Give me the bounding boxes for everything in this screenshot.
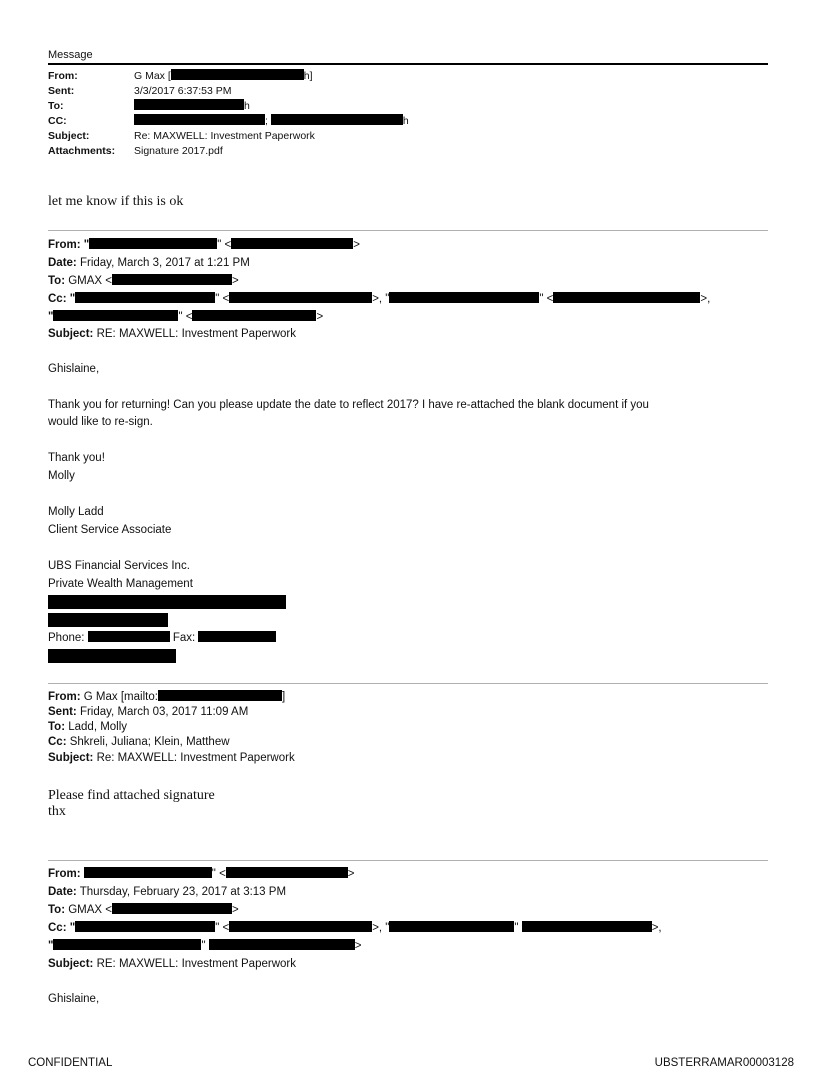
- email2-body-line2: would like to re-sign.: [48, 416, 153, 428]
- field-text: ": [83, 239, 90, 251]
- signature-company: UBS Financial Services Inc.: [48, 560, 190, 572]
- message-title: Message: [48, 49, 93, 61]
- email2-name: Molly: [48, 470, 75, 482]
- redaction: [231, 238, 353, 249]
- field-text: h: [402, 115, 409, 127]
- header-attachments: [48, 144, 223, 159]
- redaction: [198, 631, 276, 642]
- email2-to: [48, 274, 239, 289]
- field-text: G Max [: [134, 70, 171, 82]
- field-text: >: [232, 904, 239, 916]
- redaction: [84, 867, 212, 878]
- email3-cc: [48, 735, 230, 750]
- redaction: [75, 292, 215, 303]
- redaction: [75, 921, 215, 932]
- email4-from: [48, 867, 355, 882]
- redaction: [89, 238, 217, 249]
- email3-body-line2: thx: [48, 804, 66, 819]
- field-text: >, ": [372, 922, 390, 934]
- email4-subject: [48, 957, 296, 972]
- field-text: Subject:: [48, 328, 94, 340]
- redaction: [209, 939, 355, 950]
- header-subject: [48, 129, 315, 144]
- attachment-link[interactable]: Signature 2017.pdf: [134, 145, 223, 157]
- email3-from: [48, 690, 285, 705]
- subject-label: Subject:: [48, 130, 90, 142]
- signature-phone: [48, 631, 276, 646]
- header-sent: [48, 84, 232, 99]
- field-text: Date:: [48, 257, 77, 269]
- redaction: [48, 595, 286, 609]
- field-text: " <: [215, 293, 230, 305]
- field-text: ": [48, 311, 54, 323]
- email4-cc: [48, 921, 662, 936]
- redaction: [522, 921, 652, 932]
- field-text: >: [232, 275, 239, 287]
- email2-body-line1: Thank you for returning! Can you please update the date to reflect 2017? I have re-attached the blank document if you: [48, 399, 649, 411]
- field-text: >,: [700, 293, 711, 305]
- signature-address-1: [48, 595, 286, 613]
- field-text: Date:: [48, 886, 77, 898]
- email2-cc-cont: [48, 310, 323, 325]
- signature-division: Private Wealth Management: [48, 578, 193, 590]
- field-text: RE: MAXWELL: Investment Paperwork: [96, 958, 296, 970]
- email4-cc-cont: [48, 939, 361, 954]
- redaction: [226, 867, 348, 878]
- field-text: From:: [48, 868, 81, 880]
- field-text: Sent:: [48, 706, 77, 718]
- field-text: To:: [48, 904, 66, 916]
- field-text: Subject:: [48, 958, 94, 970]
- header-to: [48, 99, 250, 114]
- field-text: To:: [48, 721, 66, 733]
- field-text: >, ": [372, 293, 390, 305]
- attachments-label: Attachments:: [48, 145, 116, 157]
- field-text: >: [354, 940, 362, 952]
- field-text: " <: [211, 868, 226, 880]
- redaction: [271, 114, 403, 125]
- to-label: To:: [48, 100, 64, 112]
- field-text: Cc:: [48, 736, 67, 748]
- field-text: G Max [mailto:: [83, 691, 158, 703]
- redaction: [229, 292, 372, 303]
- email2-subject: [48, 327, 296, 342]
- redaction: [88, 631, 170, 642]
- redaction: [134, 99, 244, 110]
- email2-from: [48, 238, 360, 253]
- header-cc: [48, 114, 409, 129]
- email2-date: [48, 256, 250, 271]
- email4-greeting: Ghislaine,: [48, 993, 100, 1005]
- field-text: h]: [303, 70, 313, 82]
- field-text: ]: [281, 691, 286, 703]
- field-text: Fax:: [172, 632, 196, 644]
- redaction: [553, 292, 700, 303]
- top-body: let me know if this is ok: [48, 194, 184, 209]
- field-text: Friday, March 3, 2017 at 1:21 PM: [79, 257, 250, 269]
- redaction: [48, 613, 168, 627]
- field-text: Friday, March 03, 2017 11:09 AM: [79, 706, 249, 718]
- redaction: [171, 69, 304, 80]
- signature-name: Molly Ladd: [48, 506, 104, 518]
- from-label: From:: [48, 70, 78, 82]
- signature-email: [48, 649, 176, 667]
- separator: [48, 860, 768, 861]
- field-text: Cc:: [48, 293, 67, 305]
- redaction: [53, 939, 201, 950]
- field-text: ": [48, 940, 54, 952]
- redaction: [229, 921, 372, 932]
- redaction: [389, 921, 514, 932]
- separator: [48, 230, 768, 231]
- field-text: " <: [217, 239, 232, 251]
- field-text: " <: [539, 293, 554, 305]
- email3-body-line1: Please find attached signature: [48, 788, 215, 803]
- field-text: Re: MAXWELL: Investment Paperwork: [96, 752, 295, 764]
- email4-date: [48, 885, 286, 900]
- field-text: From:: [48, 691, 81, 703]
- field-text: >: [347, 868, 355, 880]
- redaction: [158, 690, 282, 701]
- field-text: >: [316, 311, 324, 323]
- field-text: GMAX <: [68, 904, 113, 916]
- sent-label: Sent:: [48, 85, 75, 97]
- field-text: ;: [265, 115, 268, 127]
- field-text: h: [244, 100, 250, 112]
- field-text: RE: MAXWELL: Investment Paperwork: [96, 328, 296, 340]
- header-from: [48, 69, 313, 84]
- field-text: Shkreli, Juliana; Klein, Matthew: [69, 736, 230, 748]
- redaction: [192, 310, 316, 321]
- field-text: Thursday, February 23, 2017 at 3:13 PM: [79, 886, 287, 898]
- email2-cc: [48, 292, 710, 307]
- sent-value: 3/3/2017 6:37:53 PM: [134, 85, 232, 97]
- redaction: [389, 292, 539, 303]
- redaction: [112, 274, 232, 285]
- field-text: " <: [178, 311, 193, 323]
- field-text: Phone:: [48, 632, 85, 644]
- subject-value: Re: MAXWELL: Investment Paperwork: [134, 130, 315, 142]
- field-text: ": [69, 922, 76, 934]
- redaction: [48, 649, 176, 663]
- footer-bates-number: UBSTERRAMAR00003128: [654, 1057, 794, 1069]
- field-text: GMAX <: [68, 275, 113, 287]
- field-text: ": [201, 940, 206, 952]
- field-text: ": [514, 922, 519, 934]
- redaction: [112, 903, 232, 914]
- signature-address-2: [48, 613, 168, 631]
- field-text: Ladd, Molly: [68, 721, 128, 733]
- footer-confidential: CONFIDENTIAL: [28, 1057, 113, 1069]
- field-text: To:: [48, 275, 66, 287]
- email2-greeting: Ghislaine,: [48, 363, 100, 375]
- separator: [48, 683, 768, 684]
- signature-title: Client Service Associate: [48, 524, 172, 536]
- email2-thanks: Thank you!: [48, 452, 105, 464]
- field-text: From:: [48, 239, 81, 251]
- field-text: >,: [651, 922, 662, 934]
- header-rule: [48, 63, 768, 65]
- email3-sent: [48, 705, 248, 720]
- field-text: Subject:: [48, 752, 94, 764]
- email4-to: [48, 903, 239, 918]
- redaction: [134, 114, 265, 125]
- cc-label: CC:: [48, 115, 67, 127]
- email3-to: [48, 720, 127, 735]
- field-text: " <: [215, 922, 230, 934]
- field-text: Cc:: [48, 922, 67, 934]
- field-text: ": [69, 293, 76, 305]
- redaction: [53, 310, 178, 321]
- field-text: >: [353, 239, 360, 251]
- email3-subject: [48, 751, 295, 766]
